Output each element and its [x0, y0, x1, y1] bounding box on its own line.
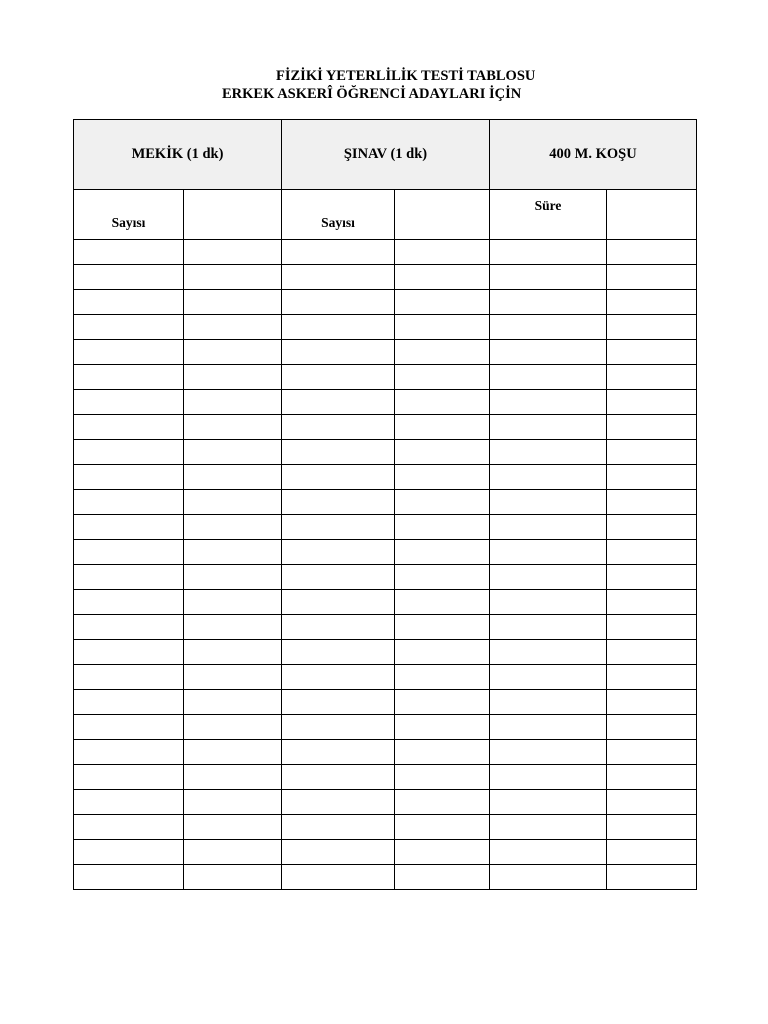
table-cell — [184, 765, 282, 790]
table-cell — [74, 515, 184, 540]
table-cell — [184, 465, 282, 490]
table-cell — [282, 490, 395, 515]
table-row — [74, 240, 697, 265]
table-row — [74, 615, 697, 640]
table-cell — [490, 290, 607, 315]
table-cell — [74, 665, 184, 690]
header-kosu: 400 M. KOŞU — [490, 120, 697, 190]
table-cell — [395, 290, 490, 315]
table-cell — [282, 615, 395, 640]
table-cell — [490, 790, 607, 815]
table-cell — [395, 415, 490, 440]
table-cell — [607, 690, 697, 715]
table-cell — [395, 740, 490, 765]
table-cell — [282, 590, 395, 615]
subheader-mekik-count: Sayısı — [111, 215, 146, 230]
table-header-row — [74, 120, 697, 190]
table-cell — [282, 790, 395, 815]
document-subtitle: ERKEK ASKERÎ ÖĞRENCİ ADAYLARI İÇİN — [222, 86, 522, 102]
table-cell — [184, 815, 282, 840]
table-cell — [74, 290, 184, 315]
table-row — [74, 840, 697, 865]
table-cell — [74, 690, 184, 715]
table-cell — [490, 740, 607, 765]
table-row — [74, 765, 697, 790]
table-cell — [282, 840, 395, 865]
table-row — [74, 715, 697, 740]
table-cell — [184, 240, 282, 265]
table-cell — [395, 540, 490, 565]
table-cell — [282, 465, 395, 490]
table-row — [74, 640, 697, 665]
table-cell — [282, 665, 395, 690]
table-cell — [490, 465, 607, 490]
table-row — [74, 490, 697, 515]
table-cell — [607, 765, 697, 790]
table-subheader-row — [74, 190, 697, 240]
table-cell — [282, 640, 395, 665]
table-cell — [184, 690, 282, 715]
table-cell — [282, 390, 395, 415]
table-cell — [490, 715, 607, 740]
table-cell — [282, 365, 395, 390]
table-cell — [184, 640, 282, 665]
table-cell — [184, 315, 282, 340]
table-cell — [490, 390, 607, 415]
table-cell — [282, 765, 395, 790]
table-cell — [282, 540, 395, 565]
table-cell — [607, 440, 697, 465]
table-cell — [395, 265, 490, 290]
table-cell — [282, 440, 395, 465]
table-cell — [282, 865, 395, 890]
table-cell — [74, 840, 184, 865]
table-cell — [184, 390, 282, 415]
table-cell — [184, 490, 282, 515]
table-cell — [607, 640, 697, 665]
table-cell — [74, 640, 184, 665]
table-cell — [184, 865, 282, 890]
table-cell — [395, 615, 490, 640]
table-cell — [74, 240, 184, 265]
table-cell — [490, 640, 607, 665]
table-cell — [282, 240, 395, 265]
table-cell — [395, 240, 490, 265]
table-row — [74, 865, 697, 890]
table-cell — [184, 665, 282, 690]
table-cell — [395, 365, 490, 390]
table-cell — [395, 315, 490, 340]
table-cell — [184, 340, 282, 365]
table-cell — [607, 565, 697, 590]
table-cell — [607, 490, 697, 515]
subheader-sinav-count-cell — [282, 190, 395, 240]
table-cell — [607, 865, 697, 890]
table-cell — [184, 840, 282, 865]
table-cell — [607, 815, 697, 840]
table-row — [74, 815, 697, 840]
table-cell — [282, 740, 395, 765]
table-cell — [184, 515, 282, 540]
table-cell — [607, 340, 697, 365]
table-cell — [607, 515, 697, 540]
table-cell — [395, 640, 490, 665]
table-cell — [607, 415, 697, 440]
table-cell — [395, 665, 490, 690]
table-cell — [184, 415, 282, 440]
table-cell — [184, 290, 282, 315]
table-cell — [490, 665, 607, 690]
table-row — [74, 290, 697, 315]
table-cell — [395, 840, 490, 865]
table-cell — [607, 465, 697, 490]
table-cell — [74, 390, 184, 415]
table-cell — [607, 390, 697, 415]
table-cell — [74, 740, 184, 765]
table-cell — [395, 690, 490, 715]
table-cell — [395, 565, 490, 590]
table-cell — [490, 365, 607, 390]
table-row — [74, 665, 697, 690]
table-cell — [74, 815, 184, 840]
table-cell — [74, 715, 184, 740]
table-cell — [282, 815, 395, 840]
subheader-kosu-time: Süre — [534, 198, 562, 213]
table-cell — [607, 590, 697, 615]
table-cell — [184, 740, 282, 765]
table-cell — [74, 415, 184, 440]
table-cell — [184, 790, 282, 815]
table-cell — [607, 365, 697, 390]
table-cell — [607, 790, 697, 815]
table-row — [74, 465, 697, 490]
table-cell — [490, 540, 607, 565]
table-row — [74, 390, 697, 415]
table-cell — [74, 790, 184, 815]
table-cell — [607, 615, 697, 640]
table-cell — [395, 765, 490, 790]
table-cell — [607, 540, 697, 565]
table-cell — [607, 740, 697, 765]
table-row — [74, 740, 697, 765]
table-cell — [395, 465, 490, 490]
table-cell — [607, 240, 697, 265]
table-cell — [607, 715, 697, 740]
table-cell — [74, 615, 184, 640]
table-row — [74, 515, 697, 540]
table-cell — [607, 265, 697, 290]
subheader-sinav-count: Sayısı — [321, 215, 355, 230]
table-cell — [282, 315, 395, 340]
table-row — [74, 540, 697, 565]
table-cell — [74, 865, 184, 890]
table-cell — [74, 540, 184, 565]
table-cell — [490, 440, 607, 465]
table-cell — [74, 265, 184, 290]
table-cell — [74, 315, 184, 340]
table-cell — [490, 840, 607, 865]
table-cell — [74, 340, 184, 365]
table-row — [74, 790, 697, 815]
table-row — [74, 440, 697, 465]
table-cell — [490, 340, 607, 365]
table-cell — [395, 490, 490, 515]
table-cell — [395, 790, 490, 815]
table-cell — [490, 765, 607, 790]
table-row — [74, 315, 697, 340]
subheader-sinav-value-cell — [395, 190, 490, 240]
table-cell — [184, 540, 282, 565]
table-row — [74, 690, 697, 715]
table-cell — [607, 315, 697, 340]
table-cell — [282, 415, 395, 440]
table-cell — [74, 465, 184, 490]
table-cell — [490, 565, 607, 590]
table-cell — [490, 240, 607, 265]
table-cell — [607, 840, 697, 865]
table-cell — [184, 715, 282, 740]
table-cell — [490, 265, 607, 290]
table-cell — [395, 515, 490, 540]
table-cell — [282, 715, 395, 740]
table-cell — [74, 765, 184, 790]
table-cell — [395, 390, 490, 415]
table-cell — [490, 690, 607, 715]
table-cell — [74, 490, 184, 515]
table-cell — [395, 865, 490, 890]
table-cell — [184, 265, 282, 290]
table-cell — [490, 415, 607, 440]
table-cell — [395, 340, 490, 365]
subheader-mekik-count-cell — [74, 190, 184, 240]
document-title: FİZİKİ YETERLİLİK TESTİ TABLOSU — [276, 68, 536, 84]
table-cell — [490, 615, 607, 640]
header-sinav: ŞINAV (1 dk) — [282, 120, 490, 190]
subheader-kosu-value-cell — [607, 190, 697, 240]
table-cell — [490, 815, 607, 840]
table-cell — [490, 490, 607, 515]
table-cell — [74, 440, 184, 465]
table-cell — [184, 565, 282, 590]
table-cell — [490, 865, 607, 890]
table-cell — [395, 715, 490, 740]
table-cell — [74, 590, 184, 615]
subheader-mekik-value-cell — [184, 190, 282, 240]
table-cell — [282, 565, 395, 590]
table-cell — [490, 590, 607, 615]
table-cell — [184, 365, 282, 390]
table-row — [74, 415, 697, 440]
table-cell — [282, 340, 395, 365]
table-row — [74, 365, 697, 390]
table-row — [74, 340, 697, 365]
table-cell — [184, 615, 282, 640]
subheader-kosu-time-cell — [490, 190, 607, 240]
table-cell — [395, 440, 490, 465]
table-cell — [74, 565, 184, 590]
table-cell — [607, 290, 697, 315]
table-cell — [607, 665, 697, 690]
header-mekik: MEKİK (1 dk) — [74, 120, 282, 190]
table-cell — [395, 815, 490, 840]
table-cell — [282, 515, 395, 540]
table-cell — [282, 290, 395, 315]
table-cell — [395, 590, 490, 615]
fitness-test-table — [73, 119, 697, 890]
table-cell — [282, 690, 395, 715]
table-row — [74, 565, 697, 590]
table-cell — [490, 315, 607, 340]
table-cell — [490, 515, 607, 540]
table-cell — [282, 265, 395, 290]
table-row — [74, 265, 697, 290]
table-cell — [74, 365, 184, 390]
table-cell — [184, 590, 282, 615]
table-cell — [184, 440, 282, 465]
table-row — [74, 590, 697, 615]
